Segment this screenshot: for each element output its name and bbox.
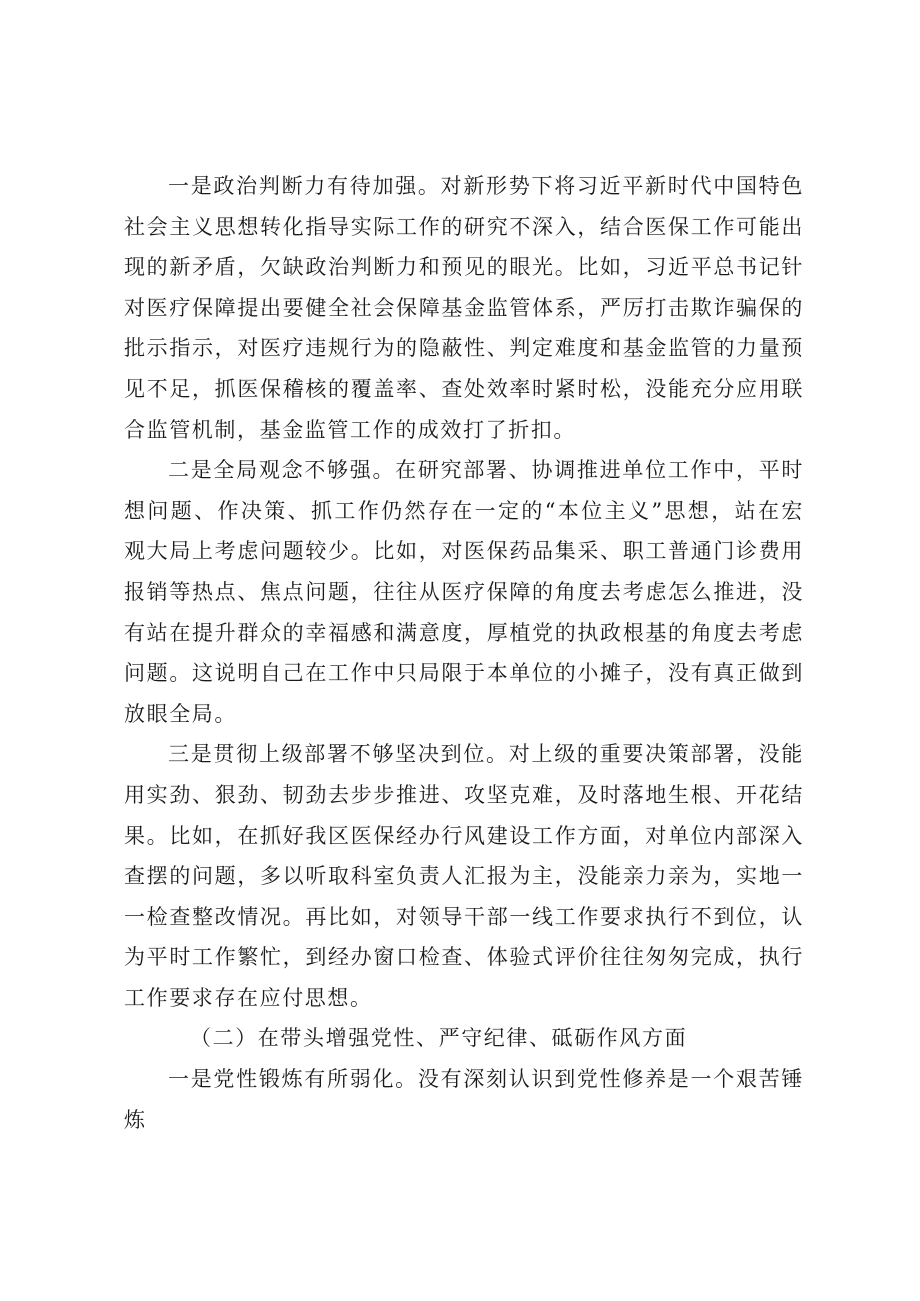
paragraph-implementation: 三是贯彻上级部署不够坚决到位。对上级的重要决策部署，没能用实劲、狠劲、韧劲去步步推进、攻坚克难，及时落地生根、开花结果。比如，在抓好我区医保经办行风建设工作方面，对单位内部深入查摆的问题，多以听取科室负责人汇报为主，没能亲力亲为，实地一一检查整改情况。再比如，对领导干部一线工作要求执行不到位，认为平时工作繁忙，到经办窗口检查、体验式评价往往匆匆完成，执行工作要求存在应付思想。: [124, 742, 804, 1010]
paragraph-political-judgment: 一是政治判断力有待加强。对新形势下将习近平新时代中国特色社会主义思想转化指导实际工作的研究不深入，结合医保工作可能出现的新矛盾，欠缺政治判断力和预见的眼光。比如，习近平总书记针对医疗保障提出要健全社会保障基金监管体系，严厉打击欺诈骗保的批示指示，对医疗违规行为的隐蔽性、判定难度和基金监管的力量预见不足，抓医保稽核的覆盖率、查处效率时紧时松，没能充分应用联合监管机制，基金监管工作的成效打了折扣。: [124, 174, 804, 442]
section-heading-2: （二）在带头增强党性、严守纪律、砥砺作风方面: [190, 1026, 688, 1051]
paragraph-party-spirit: 一是党性锻炼有所弱化。没有深刻认识到党性修养是一个艰苦锤炼: [124, 1067, 804, 1132]
document-body: [124, 166, 804, 1140]
paragraph-overall-view: 二是全局观念不够强。在研究部署、协调推进单位工作中，平时想问题、作决策、抓工作仍然存在一定的“本位主义”思想，站在宏观大局上考虑问题较少。比如，对医保药品集采、职工普通门诊费用报销等热点、焦点问题，往往从医疗保障的角度去考虑怎么推进，没有站在提升群众的幸福感和满意度，厚植党的执政根基的角度去考虑问题。这说明自己在工作中只局限于本单位的小摊子，没有真正做到放眼全局。: [124, 458, 804, 726]
